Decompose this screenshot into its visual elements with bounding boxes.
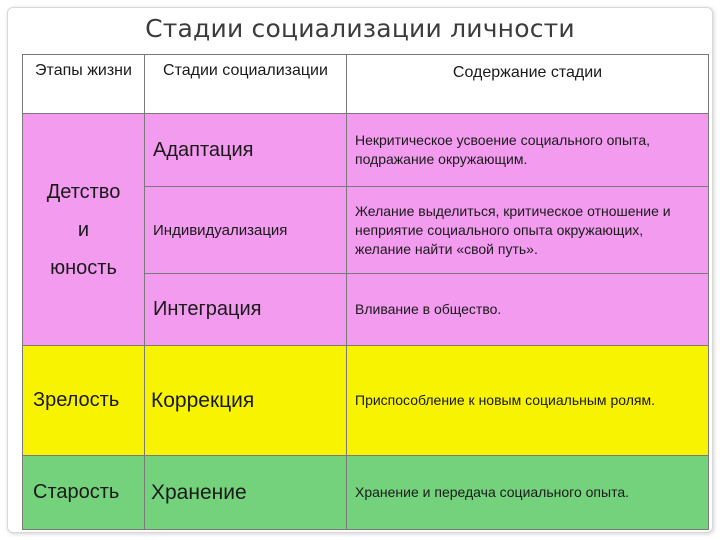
table-header-row xyxy=(23,55,709,114)
stage-integration: Интеграция xyxy=(145,274,347,346)
header-life-stages: Этапы жизни xyxy=(23,55,145,114)
stage-content-preservation: Хранение и передача социального опыта. xyxy=(347,456,709,530)
page-title: Стадии социализации личности xyxy=(145,14,575,43)
life-stage-maturity: Зрелость xyxy=(23,346,145,456)
table-row xyxy=(23,456,709,530)
life-stage-old-age: Старость xyxy=(23,456,145,530)
stage-content-correction: Приспособление к новым социальным ролям. xyxy=(347,346,709,456)
socialization-table xyxy=(22,54,709,530)
header-socialization-stages: Стадии социализации xyxy=(145,55,347,114)
stage-preservation: Хранение xyxy=(145,456,347,530)
table-row xyxy=(23,114,709,187)
header-stage-content: Содержание стадии xyxy=(347,55,709,114)
stage-individualization: Индивидуализация xyxy=(145,187,347,274)
stage-adaptation: Адаптация xyxy=(145,114,347,187)
table-row xyxy=(23,346,709,456)
life-stage-youth-line2: и xyxy=(77,218,90,241)
stage-content-integration: Вливание в общество. xyxy=(347,274,709,346)
life-stage-youth-line3: юность xyxy=(50,256,117,279)
life-stage-youth xyxy=(23,114,145,346)
stage-content-adaptation: Некритическое усвоение социального опыта, подражание окружающим. xyxy=(347,114,709,187)
stage-content-individualization: Желание выделиться, критическое отношение и неприятие социального опыта окружающих, желание найти «свой путь». xyxy=(347,187,709,274)
life-stage-youth-line1: Детство xyxy=(46,180,121,203)
stage-correction: Коррекция xyxy=(145,346,347,456)
